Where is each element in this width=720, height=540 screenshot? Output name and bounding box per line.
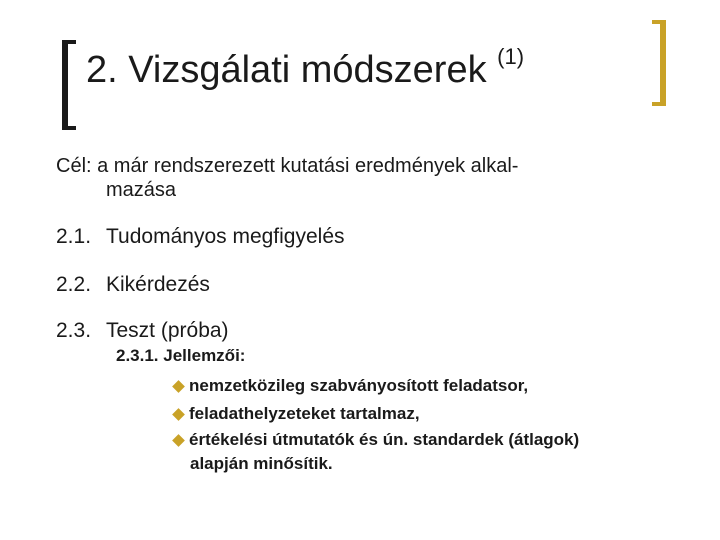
bullet-text: nemzetközileg szabványosított feladatsor,: [189, 376, 529, 395]
goal-line-1: Cél: a már rendszerezett kutatási eredmények alkal-: [56, 155, 519, 177]
bullet-item: [172, 430, 579, 450]
slide-title: [86, 46, 524, 94]
section-label: Teszt (próba): [106, 319, 229, 342]
diamond-bullet-icon: [172, 408, 185, 421]
subsection-heading: 2.3.1. Jellemzői:: [116, 346, 246, 365]
bullet-text: feladathelyzeteket tartalmaz,: [189, 404, 420, 423]
section-label: Kikérdezés: [106, 273, 210, 296]
diamond-bullet-icon: [172, 434, 185, 447]
bullet-item: [172, 404, 420, 424]
section-label: Tudományos megfigyelés: [106, 225, 345, 248]
diamond-bullet-icon: [172, 380, 185, 393]
slide-title-superscript: (1): [497, 44, 525, 70]
section-item: [56, 224, 345, 250]
goal-line-2: mazása: [106, 179, 177, 201]
section-item: [56, 272, 210, 298]
bullet-item: [172, 376, 528, 396]
section-item: [56, 318, 229, 344]
section-number: 2.1.: [56, 225, 92, 248]
title-bracket-right: [652, 20, 666, 106]
bullet-text: értékelési útmutatók és ún. standardek (átlagok): [189, 430, 580, 449]
section-number: 2.2.: [56, 273, 92, 296]
slide-title-text: 2. Vizsgálati módszerek: [86, 49, 487, 91]
section-number: 2.3.: [56, 319, 92, 342]
bullet-continuation: alapján minősítik.: [190, 454, 333, 473]
title-bracket-left: [62, 40, 76, 130]
